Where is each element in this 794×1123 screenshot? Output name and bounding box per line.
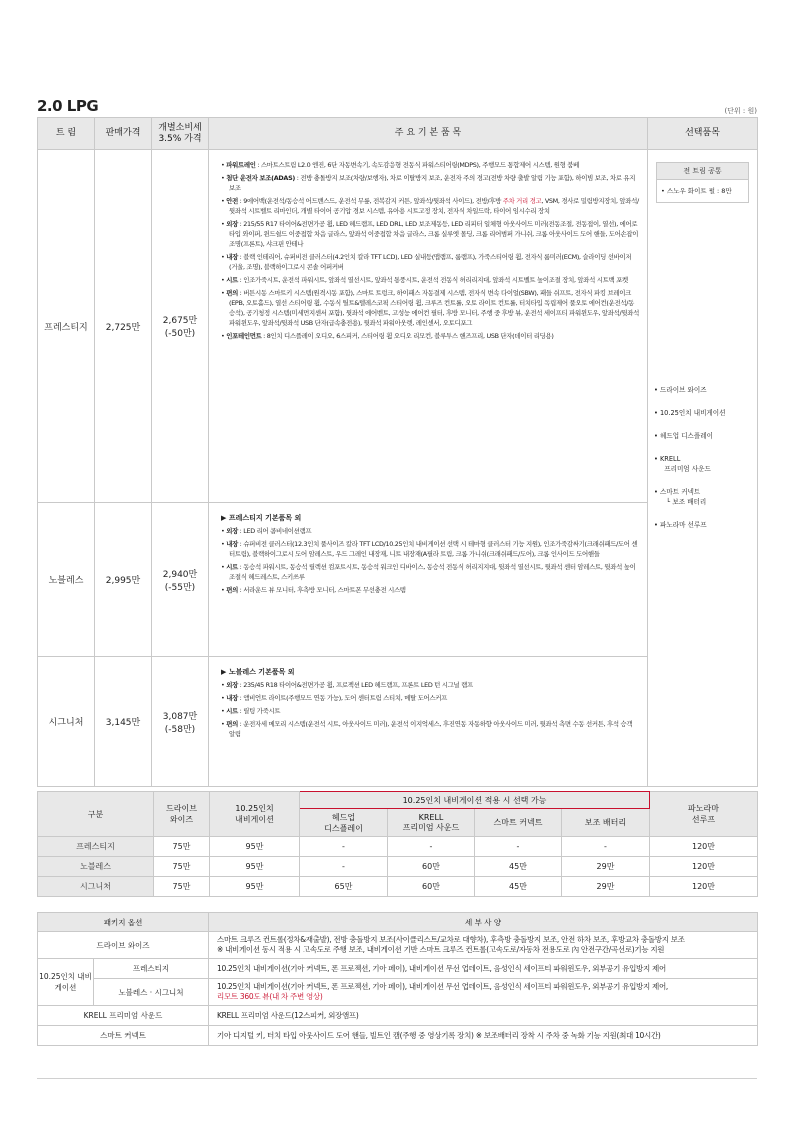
t2-cell: 75만 — [154, 877, 210, 897]
basic-item: • 편의 : 버튼시동 스마트키 시스템(원격시동 포함), 스마트 트렁크, 하이패스 자동결제 시스템, 전자식 변속 다이얼(SBW), 패들 쉬프트, 전자식 파킹 브레이크(EPB, 오토홀드), 열선 스티어링 휠, 수동식 틸트&텔레스코픽 스티어링 휠, 크루즈 컨트롤, 오토 라이트 컨트롤, 터치타입 독립제어 풀오토 에어컨(운전석/동승석), 공기청정 시스템(미세먼지센서 포함), 뒷좌석 에어벤트, 고성능 에어컨 필터, 후방 모니터, 주행 중 후방 뷰, 운전석 세이프티 파워윈도우, 앞좌석/뒷좌석 파워윈도우, 앞좌석/뒷좌석 USB 단자(급속충전용), 뒷좌석 파워아웃렛, 레인센서, 오토디포그 — [221, 289, 639, 327]
prestige-basic-items — [209, 150, 648, 503]
trim-tax-price: 3,087만 (-58만) — [152, 657, 209, 787]
pkg-drive-wise-detail: 스마트 크루즈 컨트롤(정차&재출발), 전방 충돌방지 보조(사이클리스트/교차로 대향차), 후측방 충돌방지 보조, 안전 하차 보조, 후방교차 충돌방지 보조 ※ 내비게이션 동시 적용 시 고속도로 주행 보조, 내비게이션 기반 스마트 크루즈 컨트롤(고속도로/자동차 전용도로 內 안전구간/곡선로)기능 지원 — [209, 932, 758, 959]
pkg-nav-noblesse-detail: 10.25인치 내비게이션(기아 커넥트, 폰 프로젝션, 기아 페이), 내비게이션 무선 업데이트, 음성인식 세이프티 파워윈도우, 외부공기 유입방지 제어, 리모트 360도 뷰(내 차 주변 영상) — [209, 979, 758, 1006]
trim-tax-price: 2,940만 (-55만) — [152, 503, 209, 657]
pkg-smart-connect: 스마트 커넥트 — [38, 1026, 209, 1046]
signature-header: ▶ 노블레스 기본품목 외 — [221, 668, 295, 676]
pkg-krell-detail: KRELL 프리미엄 사운드(12스피커, 외장앰프) — [209, 1006, 758, 1026]
trim-price: 2,995만 — [95, 503, 152, 657]
basic-item: • 내장 : 블랙 인테리어, 슈퍼비전 클러스터(4.2인치 칼라 TFT LCD), LED 실내등(맵램프, 룸램프), 가죽스티어링 휠, 전자식 룸미러(ECM), 슬라이딩 선바이저(거울, 조명), 블랙하이그로시 콘솔 어퍼커버 — [221, 253, 632, 271]
t2-header-smart-connect: 스마트 커넥트 — [475, 809, 562, 837]
basic-item: • 첨단 운전자 보조(ADAS) : 전방 충돌방지 보조(차량/보행자), 차로 이탈방지 보조, 운전자 주의 경고(전방 차량 출발 알림 기능 포함), 하이빔 보조, 차로 유지 보조 — [221, 174, 636, 192]
t2-cell: 29만 — [562, 877, 650, 897]
t2-row-trim: 프레스티지 — [38, 837, 154, 857]
t2-cell: 60만 — [388, 857, 475, 877]
basic-item: • 편의 : 운전자세 메모리 시스템(운전석 시트, 아웃사이드 미러), 운전석 이지억세스, 후진연동 자동하향 아웃사이드 미러, 뒷좌석 측면 수동 선커튼, 후석 승객 알림 — [221, 720, 633, 738]
trim-name: 프레스티지 — [38, 150, 95, 503]
header-price: 판매가격 — [95, 118, 152, 150]
footer-divider — [37, 1078, 757, 1079]
t2-cell: 65만 — [300, 877, 388, 897]
option-column — [648, 150, 758, 787]
basic-item: • 외장 : 215/55 R17 타이어&전면가공 휠, LED 헤드램프, LED DRL, LED 보조제동등, LED 리피터 일체형 아웃사이드 미러(전동조절, 전동접이, 열선), 에어로 타입 와이퍼, 윈드쉴드 이중접합 차음 글라스, 앞좌석 이중접합 차음 글라스, 크롬 실루엣 몰딩, 크롬 리어범퍼 가니쉬, 크롬 아웃사이드 도어 핸들, 도어손잡이 조명(프론트), 샤크핀 안테나 — [221, 220, 639, 248]
pkg-nav-prestige: 프레스티지 — [94, 959, 209, 979]
common-option-box — [656, 162, 749, 203]
package-table — [37, 912, 758, 1046]
t2-header-battery: 보조 배터리 — [562, 809, 650, 837]
t2-row-trim: 노블레스 — [38, 857, 154, 877]
pkg-smart-connect-detail: 기아 디지털 키, 터치 타입 아웃사이드 도어 핸들, 빌트인 캠(주행 중 영상기록 장치) ※ 보조배터리 장착 시 주차 중 녹화 기능 지원(최대 10시간) — [209, 1026, 758, 1046]
basic-item: • 편의 : 서라운드 뷰 모니터, 후측방 모니터, 스마트폰 무선충전 시스템 — [221, 586, 406, 594]
basic-item: • 내장 : 슈퍼비전 클러스터(12.3인치 풀사이즈 칼라 TFT LCD/10.25인치 내비게이션 선택 시 테마형 클러스터 기능 지원), 인조가죽감싸기(크래쉬패드/도어 센터트림), 블랙하이그로시 도어 암레스트, 우드 그레인 내장재, 니트 내장재(A필라 트림, 크롬 가니쉬(크래쉬패드/도어), 크롬 인사이드 도어핸들 — [221, 540, 638, 558]
basic-item: • 시트 : 동승석 파워시트, 동승석 릴렉션 컴포트시트, 동승석 워크인 디바이스, 동승석 전동식 허리지지대, 뒷좌석 열선시트, 뒷좌석 센터 암레스트, 뒷좌석 높이조절식 헤드레스트, 스키쓰루 — [221, 563, 636, 581]
common-option-item: • 스노우 화이트 펄 : 8만 — [661, 187, 732, 195]
header-trim: 트 림 — [38, 118, 95, 150]
pkg-krell: KRELL 프리미엄 사운드 — [38, 1006, 209, 1026]
t2-header-group: 10.25인치 내비게이션 적용 시 선택 가능 — [300, 792, 650, 809]
option-drive-wise: • 드라이브 와이즈 — [654, 386, 707, 394]
basic-item: • 외장 : LED 리어 콤비네이션램프 — [221, 527, 312, 535]
t3-header-package: 패키지 옵션 — [38, 913, 209, 932]
option-navigation: • 10.25인치 내비게이션 — [654, 409, 726, 417]
header-tax-price: 개별소비세 3.5% 가격 — [152, 118, 209, 150]
t2-cell: 120만 — [650, 837, 758, 857]
t2-header-hud: 헤드업 디스플레이 — [300, 809, 388, 837]
t2-cell: 95만 — [210, 857, 300, 877]
basic-item: • 내장 : 앰비언트 라이트(주행모드 연동 가능), 도어 센터트림 스티치, 메탈 도어스커프 — [221, 694, 448, 702]
trim-name: 노블레스 — [38, 503, 95, 657]
header-options: 선택품목 — [648, 118, 758, 150]
basic-item: • 외장 : 235/45 R18 타이어&전면가공 휠, 프로젝션 LED 헤드램프, 프론트 LED 턴 시그널 램프 — [221, 681, 473, 689]
option-hud: • 헤드업 디스플레이 — [654, 432, 714, 440]
option-price-table — [37, 791, 758, 897]
option-panorama: • 파노라마 선루프 — [654, 521, 707, 529]
trim-tax-price: 2,675만 (-50만) — [152, 150, 209, 503]
pkg-nav-noblesse: 노블레스 · 시그니처 — [94, 979, 209, 1006]
pkg-drive-wise: 드라이브 와이즈 — [38, 932, 209, 959]
noblesse-header: ▶ 프레스티지 기본품목 외 — [221, 514, 302, 522]
basic-item: • 시트 : 인조가죽시트, 운전석 파워시트, 앞좌석 열선시트, 앞좌석 통풍시트, 운전석 전동식 허리리지대, 앞좌석 시트벨트 높이조절 장치, 앞좌석 시트백 포켓 — [221, 276, 628, 284]
t2-cell: 120만 — [650, 857, 758, 877]
basic-item: • 시트 : 릴팅 가죽시트 — [221, 707, 281, 715]
t3-header-detail: 세 부 사 양 — [209, 913, 758, 932]
header-basic-items: 주 요 기 본 품 목 — [209, 118, 648, 150]
option-smart-connect: • 스마트 커넥트 └ 보조 배터리 — [654, 488, 707, 506]
t2-row-trim: 시그니처 — [38, 877, 154, 897]
unit-label: (단위 : 원) — [724, 107, 757, 115]
signature-basic-items — [209, 657, 648, 787]
t2-cell: 75만 — [154, 857, 210, 877]
page-title: 2.0 LPG — [37, 97, 99, 115]
t2-cell: - — [388, 837, 475, 857]
t2-cell: 29만 — [562, 857, 650, 877]
trim-table — [37, 117, 758, 787]
t2-header-navigation: 10.25인치 내비게이션 — [210, 792, 300, 837]
t2-header-drive-wise: 드라이브 와이즈 — [154, 792, 210, 837]
basic-item: • 파워트레인 : 스마트스트림 L2.0 엔진, 6단 자동변속기, 속도감응형 전동식 파워스티어링(MDPS), 주행모드 통합제어 시스템, 원형 붐베 — [221, 161, 579, 169]
trim-price: 2,725만 — [95, 150, 152, 503]
t2-header-panorama: 파노라마 선루프 — [650, 792, 758, 837]
noblesse-basic-items — [209, 503, 648, 657]
t2-cell: 45만 — [475, 877, 562, 897]
t2-header-gubun: 구분 — [38, 792, 154, 837]
t2-cell: - — [562, 837, 650, 857]
option-krell: • KRELL 프리미엄 사운드 — [654, 455, 711, 473]
pkg-nav-prestige-detail: 10.25인치 내비게이션(기아 커넥트, 폰 프로젝션, 기아 페이), 내비게이션 무선 업데이트, 음성인식 세이프티 파워윈도우, 외부공기 유입방지 제어 — [209, 959, 758, 979]
t2-cell: 45만 — [475, 857, 562, 877]
basic-item: • 안전 : 9에어백(운전석/동승석 어드밴스드, 운전석 무릎, 전복감지 커튼, 앞좌석/뒷좌석 사이드), 전방/후방 주차 거리 경고, VSM, 경사로 밀림방지장치, 앞좌석/뒷좌석 시트벨트 리마인더, 개별 타이어 공기압 경보 시스템, 유아용 시트고정 장치, 전자식 차일드락, 타이어 임시수리 장치 — [221, 197, 639, 215]
t2-cell: 75만 — [154, 837, 210, 857]
trim-price: 3,145만 — [95, 657, 152, 787]
t2-header-krell: KRELL 프리미엄 사운드 — [388, 809, 475, 837]
t2-cell: 95만 — [210, 877, 300, 897]
common-option-title: 전 트림 공통 — [657, 163, 748, 180]
trim-name: 시그니처 — [38, 657, 95, 787]
t2-cell: 120만 — [650, 877, 758, 897]
basic-item: • 인포테인먼트 : 8인치 디스플레이 오디오, 6스피커, 스티어링 휠 오디오 리모컨, 블루투스 핸즈프리, USB 단자(데이터 리딩용) — [221, 332, 554, 340]
pkg-navigation: 10.25인치 내비게이션 — [38, 959, 94, 1006]
t2-cell: 95만 — [210, 837, 300, 857]
t2-cell: - — [300, 857, 388, 877]
t2-cell: - — [300, 837, 388, 857]
t2-cell: 60만 — [388, 877, 475, 897]
t2-cell: - — [475, 837, 562, 857]
